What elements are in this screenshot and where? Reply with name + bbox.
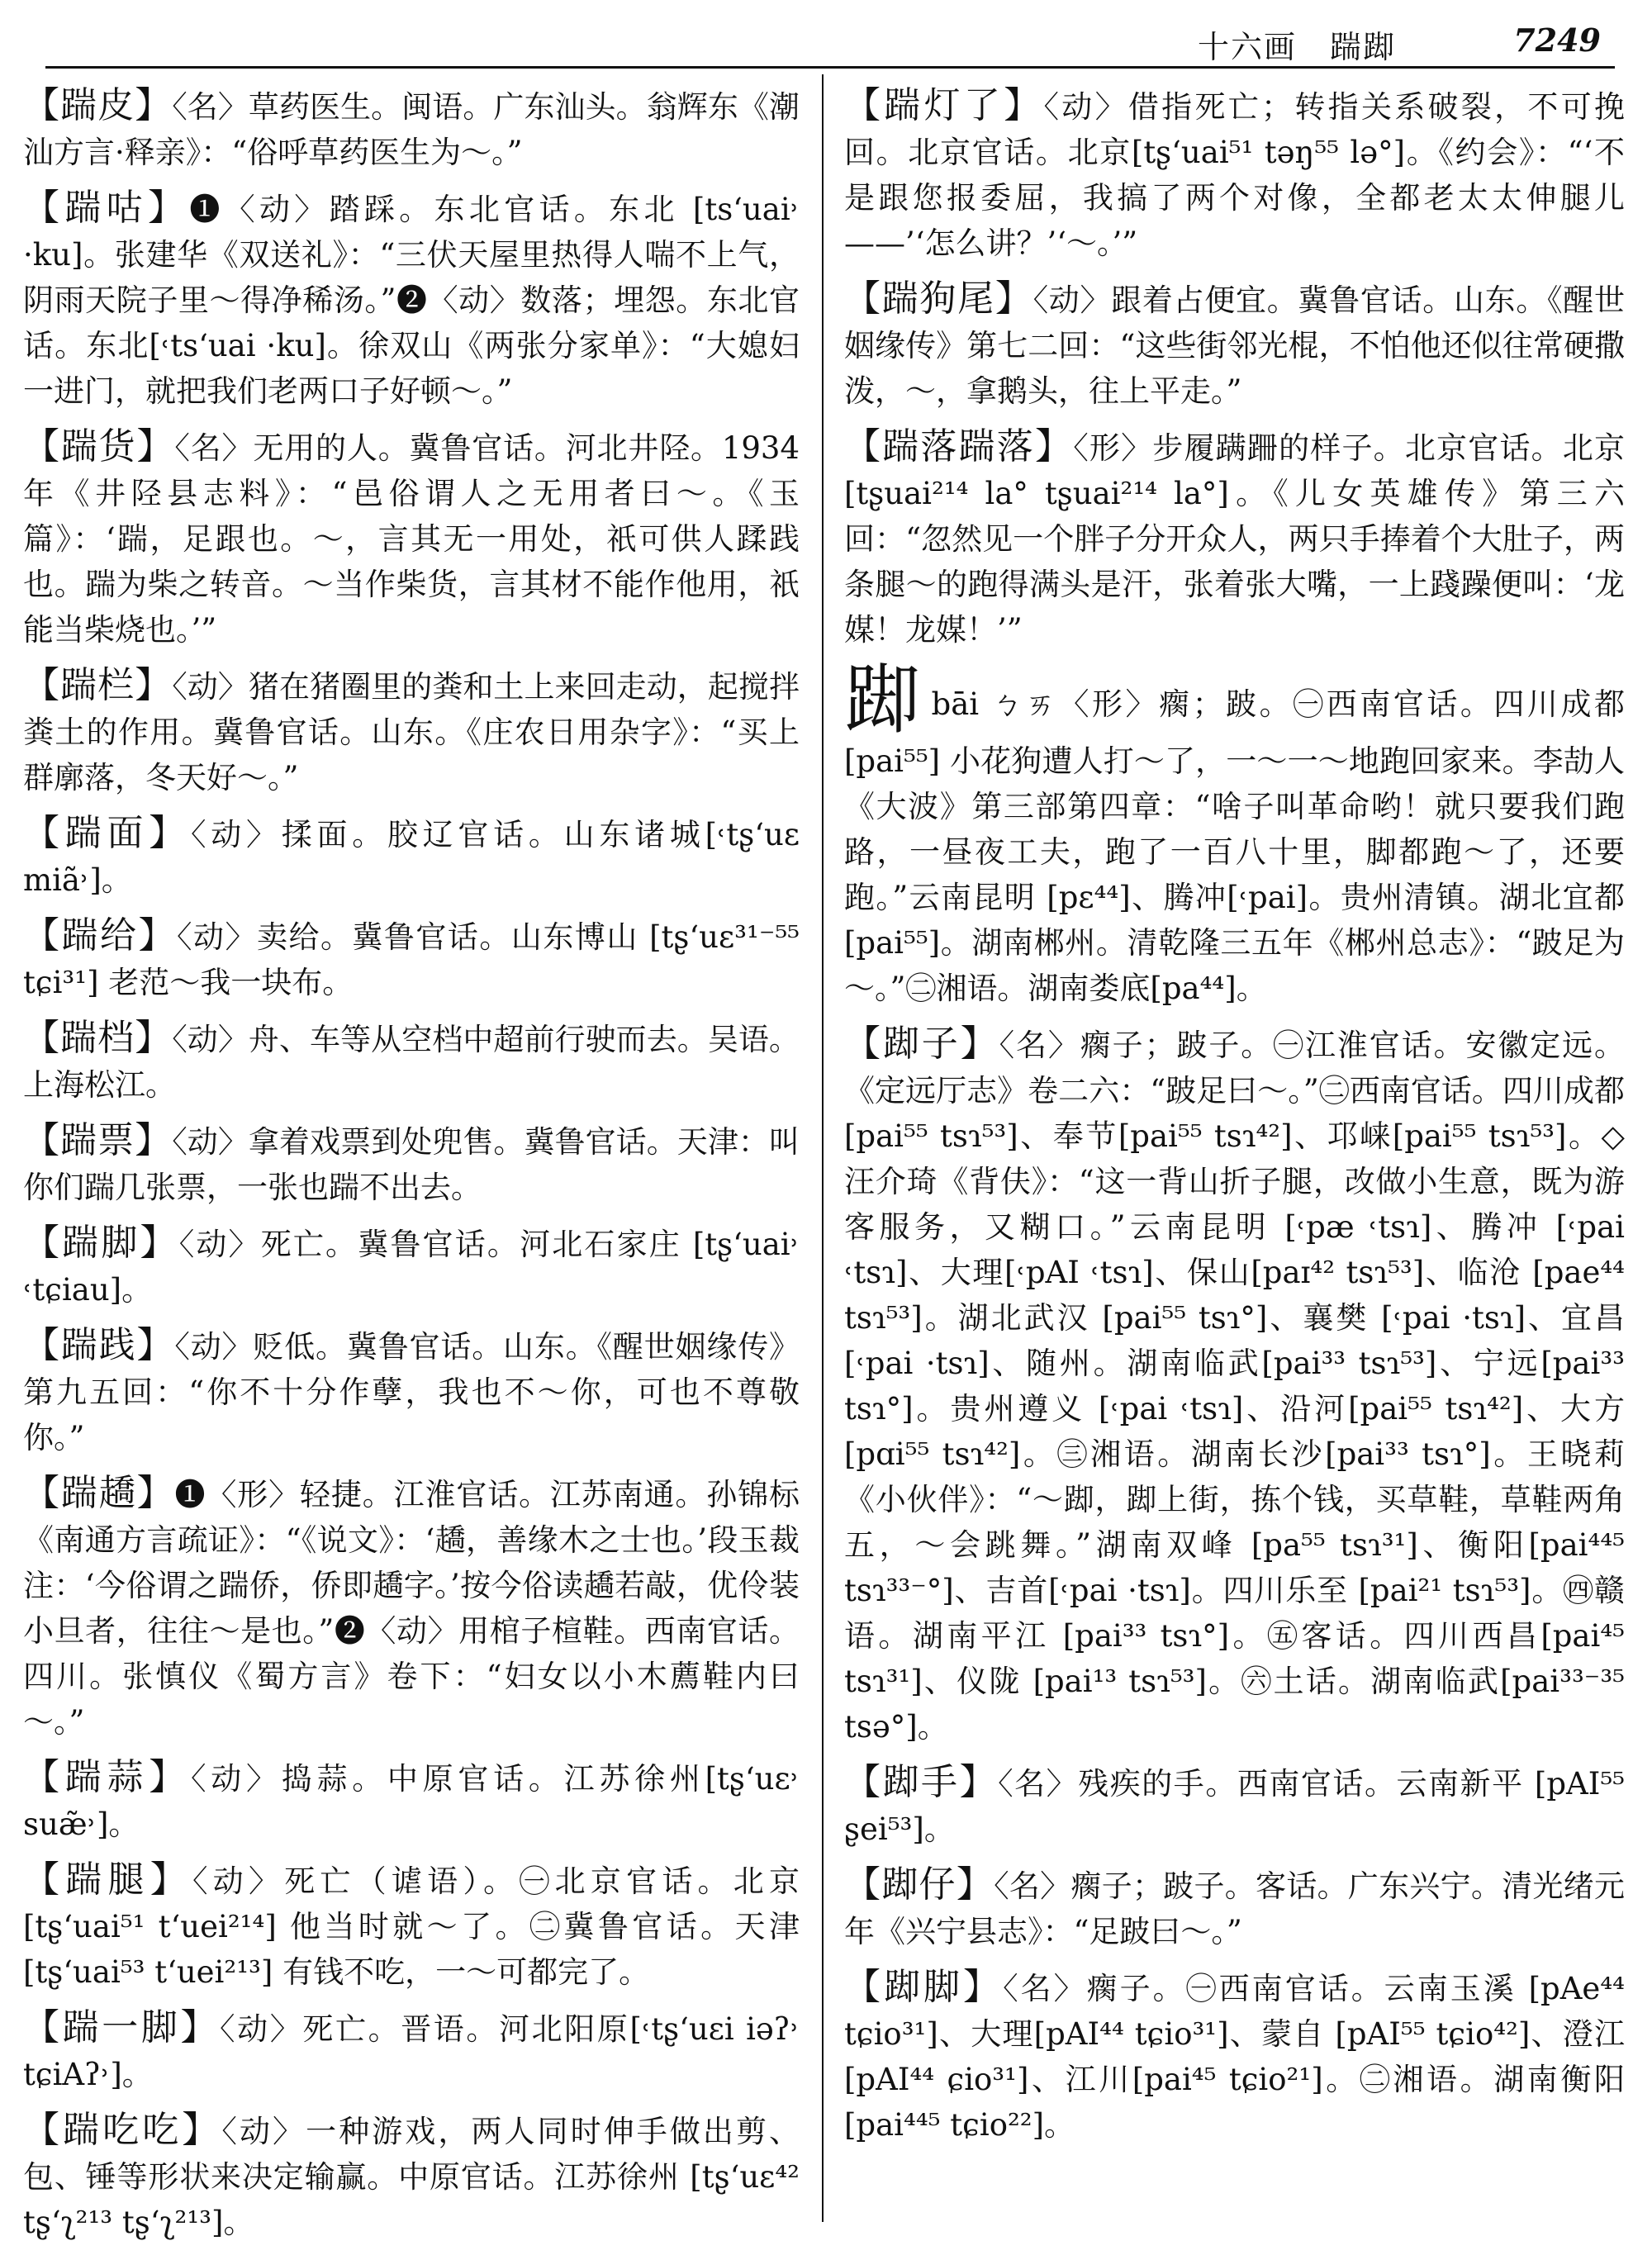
dictionary-entry: 【踹票】〈动〉拿着戏票到处兜售。冀鲁官话。天津：叫你们踹几张票，一张也踹不出去。 (23, 1119, 800, 1205)
entry-definition: 〈动〉死亡。冀鲁官话。河北石家庄 [tʂʻuai˒ ˓tɕiau]。 (23, 1227, 800, 1308)
entry-headword: 踋子 (882, 1023, 961, 1065)
dictionary-entry: 【踹一脚】〈动〉死亡。晋语。河北阳原[˓tʂʻuɛi iəʔ˒ tɕiAʔ˒]。 (23, 2006, 800, 2092)
dictionary-entry: 【踋脚】〈名〉瘸子。㊀西南官话。云南玉溪 [pAe⁴⁴ tɕio³¹]、大理[pAI⁴⁴ tɕio³¹]、蒙自 [pAI⁵⁵ tɕio⁴²]、澄江[pAI⁴⁴ ɕio³¹]、江川[pai⁴⁵ tɕio²¹]。㊁湘语。湖南衡阳[pai⁴⁴⁵ tɕio²²]。 (844, 1966, 1625, 2143)
entry-headword: 踹咕 (64, 187, 148, 229)
column-divider (822, 74, 824, 2222)
main-character: 踋 (844, 656, 923, 744)
entry-definition: 〈动〉借指死亡；转指关系破裂，不可挽回。北京官话。北京[tʂʻuai⁵¹ təŋ⁵⁵ lə°]。《约会》：“‘不是跟您报委屈，我搞了两个对像，全都老太太伸腿儿——’‘怎么讲？’‘～。’” (844, 89, 1626, 261)
entry-headword: 踹趫 (60, 1472, 137, 1514)
entry-definition: 〈动〉一种游戏，两人同时伸手做出剪、包、锤等形状来决定输赢。中原官话。江苏徐州 [tʂʻuɛ⁴² tʂʻʅ²¹³ tʂʻʅ²¹³]。 (23, 2114, 800, 2240)
dictionary-entry: 【踹咕】❶〈动〉踏踩。东北官话。东北 [tsʻuai˒ ·ku]。张建华《双送礼》：“三伏天屋里热得人喘不上气，阴雨天院子里～得净稀汤。”❷〈动〉数落；埋怨。东北官话。东北[˓tsʻuai ·ku]。徐双山《两张分家单》：“大媳妇一进门，就把我们老两口子好顿～。” (23, 187, 800, 409)
entry-definition: 〈动〉贬低。冀鲁官话。山东。《醒世姻缘传》第九五回：“你不十分作孽，我也不～你，可也不尊敬你。” (23, 1329, 800, 1455)
entry-headword: 踹一脚 (62, 2006, 181, 2048)
entry-definition: 〈名〉无用的人。冀鲁官话。河北井陉。1934年《井陉县志料》：“邑俗谓人之无用者曰～。《玉篇》：‘踹，足跟也。～，言其无一用处，祇可供人蹂践也。踹为柴之转音。～当作柴货，言其材不能作他用，祇能当柴烧也。’” (23, 430, 800, 648)
dictionary-entry: 【踹面】〈动〉揉面。胶辽官话。山东诸城[˓tʂʻuɛ miã˒]。 (23, 812, 800, 898)
entry-headword: 踹吃吃 (63, 2109, 183, 2151)
dictionary-entry: 【踹档】〈动〉舟、车等从空档中超前行驶而去。吴语。上海松江。 (23, 1017, 800, 1103)
left-column (23, 83, 800, 2255)
main-character-definition: bāi ㄅㄞ〈形〉瘸；跛。㊀西南官话。四川成都 [pai⁵⁵] 小花狗遭人打～了，一～一～地跑回家来。李劼人《大波》第三部第四章：“啥子叫革命哟！就只要我们跑路，一昼夜工夫，跑了一百八十里，脚都跑～了，还要跑。”云南昆明 [pɛ⁴⁴]、腾冲[˓pai]。贵州清镇。湖北宜都 [pai⁵⁵]。湖南郴州。清乾隆三五年《郴州总志》：“跛足为～。”㊁湘语。湖南娄底[pa⁴⁴]。 (844, 686, 1625, 1006)
entry-definition: 〈动〉死亡（谑语）。㊀北京官话。北京[tʂʻuai⁵¹ tʻuei²¹⁴] 他当时就～了。㊁冀鲁官话。天津[tʂʻuai⁵³ tʻuei²¹³] 有钱不吃，一～可都完了。 (23, 1863, 800, 1990)
entry-definition: 〈名〉瘸子；跛子。㊀江淮官话。安徽定远。《定远厅志》卷二六：“跛足曰～。”㊁西南官话。四川成都 [pai⁵⁵ tsɿ⁵³]、奉节[pai⁵⁵ tsɿ⁴²]、邛崃[pai⁵⁵ tsɿ⁵³]。◇汪介琦《背伕》：“这一背山折子腿，改做小生意，既为游客服务，又糊口。”云南昆明 [˓pæ ˓tsɿ]、腾冲 [˓pai ˓tsɿ]、大理[˓pAI ˓tsɿ]、保山[paɪ⁴² tsɿ⁵³]、临沧 [pae⁴⁴ tsɿ⁵³]。湖北武汉 [pai⁵⁵ tsɿ°]、襄樊 [˓pai ·tsɿ]、宜昌[˓pai ·tsɿ]、随州。湖南临武[pai³³ tsɿ⁵³]、宁远[pai³³ tsɿ°]。贵州遵义 [˓pai ˓tsɿ]、沿河[pai⁵⁵ tsɿ⁴²]、大方[pɑi⁵⁵ tsɿ⁴²]。㊂湘语。湖南长沙[pai³³ tsɿ°]。王晓莉《小伙伴》：“～踋，踋上街，拣个钱，买草鞋，草鞋两角五，～会跳舞。”湖南双峰 [pa⁵⁵ tsɿ³¹]、衡阳[pai⁴⁴⁵ tsɿ³³⁻°]、吉首[˓pai ·tsɿ]。四川乐至 [pai²¹ tsɿ⁵³]。㊃赣语。湖南平江 [pai³³ tsɿ°]。㊄客话。四川西昌[pai⁴⁵ tsɿ³¹]、仪陇 [pai¹³ tsɿ⁵³]。㊅土话。湖南临武[pai³³⁻³⁵ tsə°]。 (844, 1028, 1626, 1745)
dictionary-entry: 【踋仔】〈名〉瘸子；跛子。客话。广东兴宁。清光绪元年《兴宁县志》：“足跛曰～。” (844, 1863, 1626, 1949)
dictionary-entry: 【踋子】〈名〉瘸子；跛子。㊀江淮官话。安徽定远。《定远厅志》卷二六：“跛足曰～。”㊁西南官话。四川成都 [pai⁵⁵ tsɿ⁵³]、奉节[pai⁵⁵ tsɿ⁴²]、邛崃[pai⁵⁵ tsɿ⁵³]。◇汪介琦《背伕》：“这一背山折子腿，改做小生意，既为游客服务，又糊口。”云南昆明 [˓pæ ˓tsɿ]、腾冲 [˓pai ˓tsɿ]、大理[˓pAI ˓tsɿ]、保山[paɪ⁴² tsɿ⁵³]、临沧 [pae⁴⁴ tsɿ⁵³]。湖北武汉 [pai⁵⁵ tsɿ°]、襄樊 [˓pai ·tsɿ]、宜昌[˓pai ·tsɿ]、随州。湖南临武[pai³³ tsɿ⁵³]、宁远[pai³³ tsɿ°]。贵州遵义 [˓pai ˓tsɿ]、沿河[pai⁵⁵ tsɿ⁴²]、大方[pɑi⁵⁵ tsɿ⁴²]。㊂湘语。湖南长沙[pai³³ tsɿ°]。王晓莉《小伙伴》：“～踋，踋上街，拣个钱，买草鞋，草鞋两角五，～会跳舞。”湖南双峰 [pa⁵⁵ tsɿ³¹]、衡阳[pai⁴⁴⁵ tsɿ³³⁻°]、吉首[˓pai ·tsɿ]。四川乐至 [pai²¹ tsɿ⁵³]。㊃赣语。湖南平江 [pai³³ tsɿ°]。㊄客话。四川西昌[pai⁴⁵ tsɿ³¹]、仪陇 [pai¹³ tsɿ⁵³]。㊅土话。湖南临武[pai³³⁻³⁵ tsə°]。 (844, 1023, 1626, 1745)
entry-headword: 踹档 (60, 1017, 135, 1059)
entry-definition: 〈名〉残疾的手。西南官话。云南新平 [pAI⁵⁵ ʂei⁵³]。 (844, 1766, 1626, 1847)
entry-headword: 踋脚 (884, 1966, 964, 2008)
entry-definition: 〈动〉猪在猪圈里的粪和土上来回走动，起搅拌粪土的作用。冀鲁官话。山东。《庄农日用杂字》：“买上群廓落，冬天好～。” (23, 669, 800, 795)
entry-definition: ❶〈形〉轻捷。江淮官话。江苏南通。孙锦标《南通方言疏证》：“《说文》：‘趫，善缘木之士也。’段玉裁注：‘今俗谓之踹侨，侨即趫字。’按今俗读趫若敲，优伶装小旦者，往往～是也。”❷〈动〉用棺子楦鞋。西南官话。四川。张慎仪《蜀方言》卷下：“妇女以小木薦鞋内曰～。” (23, 1477, 800, 1740)
entry-headword: 踹落踹落 (882, 425, 1035, 468)
dictionary-entry: 【踋手】〈名〉残疾的手。西南官话。云南新平 [pAI⁵⁵ ʂei⁵³]。 (844, 1761, 1626, 1847)
entry-definition: ❶〈动〉踏踩。东北官话。东北 [tsʻuai˒ ·ku]。张建华《双送礼》：“三伏天屋里热得人喘不上气，阴雨天院子里～得净稀汤。”❷〈动〉数落；埋怨。东北官话。东北[˓tsʻuai ·ku]。徐双山《两张分家单》：“大媳妇一进门，就把我们老两口子好顿～。” (23, 192, 800, 409)
dictionary-entry: 【踹狗尾】〈动〉跟着占便宜。冀鲁官话。山东。《醒世姻缘传》第七二回：“这些街邻光棍，不怕他还似往常硬撒泼，～，拿鹅头，往上平走。” (844, 278, 1626, 409)
dictionary-entry: 【踹栏】〈动〉猪在猪圈里的粪和土上来回走动，起搅拌粪土的作用。冀鲁官话。山东。《庄农日用杂字》：“买上群廓落，冬天好～。” (23, 664, 800, 795)
entry-headword: 踹给 (61, 914, 139, 957)
entry-headword: 踹面 (64, 812, 150, 854)
dictionary-entry: 【踹趫】❶〈形〉轻捷。江淮官话。江苏南通。孙锦标《南通方言疏证》：“《说文》：‘趫，善缘木之士也。’段玉裁注：‘今俗谓之踹侨，侨即趫字。’按今俗读趫若敲，优伶装小旦者，往往～是也。”❷〈动〉用棺子楦鞋。西南官话。四川。张慎仪《蜀方言》卷下：“妇女以小木薦鞋内曰～。” (23, 1472, 800, 1740)
right-column (844, 83, 1625, 2158)
dictionary-entry: 【踹脚】〈动〉死亡。冀鲁官话。河北石家庄 [tʂʻuai˒ ˓tɕiau]。 (23, 1222, 800, 1308)
dictionary-entry: 【踹灯了】〈动〉借指死亡；转指关系破裂，不可挽回。北京官话。北京[tʂʻuai⁵¹ təŋ⁵⁵ lə°]。《约会》：“‘不是跟您报委屈，我搞了两个对像，全都老太太伸腿儿——’‘怎么讲？’‘～。’” (844, 84, 1626, 261)
dictionary-entry: 【踹给】〈动〉卖给。冀鲁官话。山东博山 [tʂʻuɛ³¹⁻⁵⁵ tɕi³¹] 老范～我一块布。 (23, 914, 800, 1000)
entry-headword: 踹腿 (65, 1859, 150, 1901)
entry-definition: 〈动〉拿着戏票到处兜售。冀鲁官话。天津：叫你们踹几张票，一张也踹不出去。 (23, 1124, 800, 1205)
entry-definition: 〈形〉步履蹒跚的样子。北京官话。北京 [tʂuai²¹⁴ la° tʂuai²¹⁴ la°]。《儿女英雄传》第三六回：“忽然见一个胖子分开众人，两只手捧着个大肚子，两条腿～的跑得满头是汗，张着张大嘴，一上踐躁便叫：‘龙媒！龙媒！’” (844, 430, 1626, 648)
dictionary-entry: 【踹吃吃】〈动〉一种游戏，两人同时伸手做出剪、包、锤等形状来决定输赢。中原官话。江苏徐州 [tʂʻuɛ⁴² tʂʻʅ²¹³ tʂʻʅ²¹³]。 (23, 2109, 800, 2240)
entry-headword: 踹践 (60, 1324, 137, 1366)
entry-headword: 踋手 (882, 1761, 960, 1803)
entry-headword: 踋仔 (881, 1863, 957, 1906)
page-header (0, 15, 1652, 73)
entry-definition: 〈动〉死亡。晋语。河北阳原[˓tʂʻuɛi iəʔ˒ tɕiAʔ˒]。 (23, 2011, 800, 2092)
entry-headword: 踹皮 (60, 84, 135, 126)
dictionary-entry: 【踹腿】〈动〉死亡（谑语）。㊀北京官话。北京[tʂʻuai⁵¹ tʻuei²¹⁴] 他当时就～了。㊁冀鲁官话。天津[tʂʻuai⁵³ tʻuei²¹³] 有钱不吃，一～可都完了。 (23, 1859, 800, 1990)
dictionary-entry: 【踹践】〈动〉贬低。冀鲁官话。山东。《醒世姻缘传》第九五回：“你不十分作孽，我也不～你，可也不尊敬你。” (23, 1324, 800, 1455)
entry-definition: 〈名〉草药医生。闽语。广东汕头。翁辉东《潮汕方言·释亲》：“俗呼草药医生为～。” (23, 89, 800, 170)
header-rule (45, 66, 1615, 69)
dictionary-entry: 【踹皮】〈名〉草药医生。闽语。广东汕头。翁辉东《潮汕方言·释亲》：“俗呼草药医生为～。” (23, 84, 800, 170)
entry-headword: 踹脚 (62, 1222, 140, 1264)
entry-headword: 踹票 (60, 1119, 135, 1161)
entry-headword: 踹蒜 (64, 1756, 150, 1798)
section-title: 十六画 踹踋 (1197, 29, 1396, 65)
entry-definition: 〈名〉瘸子；跛子。客话。广东兴宁。清光绪元年《兴宁县志》：“足跛曰～。” (844, 1868, 1626, 1949)
entry-definition: 〈名〉瘸子。㊀西南官话。云南玉溪 [pAe⁴⁴ tɕio³¹]、大理[pAI⁴⁴ tɕio³¹]、蒙自 [pAI⁵⁵ tɕio⁴²]、澄江[pAI⁴⁴ ɕio³¹]、江川[pai⁴⁵ tɕio²¹]。㊁湘语。湖南衡阳[pai⁴⁴⁵ tɕio²²]。 (844, 1971, 1625, 2143)
entry-definition: 〈动〉卖给。冀鲁官话。山东博山 [tʂʻuɛ³¹⁻⁵⁵ tɕi³¹] 老范～我一块布。 (23, 919, 800, 1000)
entry-definition: 〈动〉舟、车等从空档中超前行驶而去。吴语。上海松江。 (23, 1022, 800, 1103)
dictionary-entry: 【踹货】〈名〉无用的人。冀鲁官话。河北井陉。1934年《井陉县志料》：“邑俗谓人之无用者曰～。《玉篇》：‘踹，足跟也。～，言其无一用处，祇可供人蹂践也。踹为柴之转音。～当作柴货，言其材不能作他用，祇能当柴烧也。’” (23, 425, 800, 648)
entry-headword: 踹货 (60, 425, 137, 468)
entry-headword: 踹栏 (60, 664, 135, 706)
dictionary-entry: 【踹落踹落】〈形〉步履蹒跚的样子。北京官话。北京 [tʂuai²¹⁴ la° tʂuai²¹⁴ la°]。《儿女英雄传》第三六回：“忽然见一个胖子分开众人，两只手捧着个大肚子，两条腿～的跑得满头是汗，张着张大嘴，一上踐躁便叫：‘龙媒！龙媒！’” (844, 425, 1626, 648)
page-number: 7249 (1513, 21, 1601, 59)
dictionary-entry: 【踹蒜】〈动〉捣蒜。中原官话。江苏徐州[tʂʻuɛ˒ suæ̃˒]。 (23, 1756, 800, 1842)
entry-definition: 〈动〉揉面。胶辽官话。山东诸城[˓tʂʻuɛ miã˒]。 (23, 817, 800, 898)
entry-definition: 〈动〉捣蒜。中原官话。江苏徐州[tʂʻuɛ˒ suæ̃˒]。 (23, 1761, 800, 1842)
main-character-entry (844, 656, 1625, 1011)
entry-headword: 踹灯了 (884, 84, 1004, 126)
entry-definition: 〈动〉跟着占便宜。冀鲁官话。山东。《醒世姻缘传》第七二回：“这些街邻光棍，不怕他还似往常硬撒泼，～，拿鹅头，往上平走。” (844, 282, 1626, 409)
entry-headword: 踹狗尾 (881, 278, 995, 320)
